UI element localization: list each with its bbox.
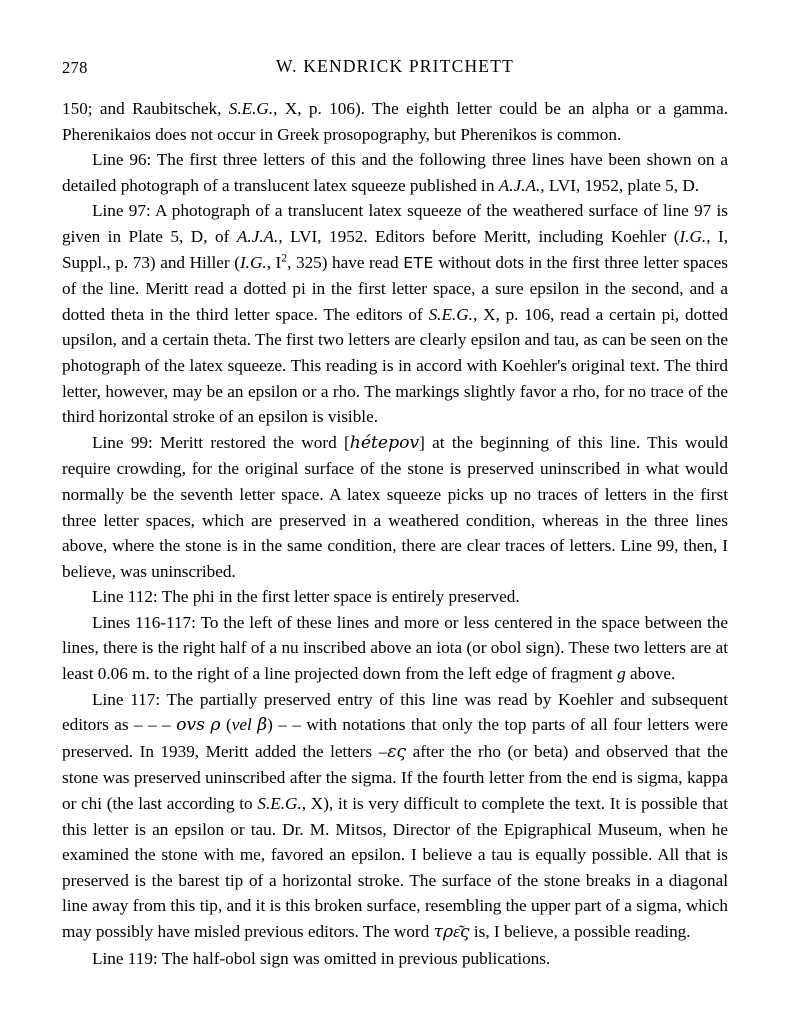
text-run: S.E.G. <box>257 794 302 814</box>
text-run: ρ <box>210 715 221 736</box>
page-header <box>62 52 728 86</box>
text-run: Line 96: The first three letters of this and the following three lines have been shown on a detailed photograph of a translucent latex squeeze published in <box>62 150 728 195</box>
paragraph <box>62 198 728 429</box>
text-run: , LVI, 1952, plate 5, D. <box>540 175 700 195</box>
text-run: τρε͂ς <box>433 922 470 942</box>
text-run: A.J.A. <box>236 226 279 246</box>
text-run: Line 112: The phi in the first letter space is entirely preserved. <box>92 587 520 607</box>
text-run: ETE <box>403 253 434 272</box>
text-run: 2 <box>281 250 288 264</box>
text-run: ες <box>387 741 407 762</box>
text-run: S.E.G. <box>428 304 473 324</box>
paragraph <box>62 96 728 147</box>
text-run: , 325) have read <box>287 252 404 272</box>
text-run: after the rho (or beta) and observed that the stone was preserved uninscribed after the sigma. If the fourth letter from the end is sigma, kappa or chi (the last according to <box>62 741 728 814</box>
text-run: ovs <box>176 715 205 736</box>
text-run: above. <box>625 664 676 684</box>
text-run: vel <box>231 715 252 735</box>
text-run: , I, Suppl., p. 73) and Hiller ( <box>62 226 729 272</box>
paragraph <box>62 584 728 610</box>
text-run: ] at the beginning of this line. This would require crowding, for the original surface of the stone is preserved uninscribed in what would normally be the seventh letter space. A latex squeeze picks up no traces of letters in the first three letter spaces, which are preserved in a weathered condition, whereas in the three lines above, where the stone is in the same condition, there are clear traces of letters. Line 99, then, I believe, was uninscribed. <box>62 432 728 581</box>
text-run: Line 99: Meritt restored the word [ <box>92 432 350 452</box>
text-run: A.J.A. <box>498 175 541 195</box>
text-run: S.E.G. <box>228 99 274 118</box>
text-run: g <box>617 664 626 684</box>
text-run: without dots in the first three letter spaces of the line. Meritt read a dotted pi in the first letter space, a sure epsilon in the second, and a dotted theta in the third letter space. The editors of <box>62 252 728 324</box>
text-run: Lines 116-117: To the left of these lines and more or less centered in the space between the lines, there is the right half of a nu inscribed above an iota (or obol sign). These two letters are at least 0.06 m. to the right of a line projected down from the left edge of fragment <box>62 612 728 684</box>
paragraph <box>62 430 728 585</box>
text-run: I.G. <box>679 226 707 246</box>
running-head: W. KENDRICK PRITCHETT <box>276 56 514 76</box>
text-run: Line 117: The partially preserved entry of this line was read by Koehler and subsequent editors as – – – <box>62 689 728 735</box>
text-run: hétepov <box>349 432 420 453</box>
page-body <box>62 96 728 971</box>
text-run: , LVI, 1952. Editors before Meritt, including Koehler ( <box>278 226 680 246</box>
paragraph <box>62 687 728 946</box>
text-run: β <box>257 715 268 736</box>
text-run: Line 119: The half-obol sign was omitted in previous publications. <box>92 948 551 968</box>
text-run: is, I believe, a possible reading. <box>469 922 691 941</box>
text-run: I.G. <box>239 252 267 272</box>
text-run: ( <box>220 715 232 735</box>
paragraph <box>62 147 728 198</box>
text-run: , I <box>266 252 282 272</box>
text-run: 150; and Raubitschek, <box>62 99 229 118</box>
text-run: Line 97: A photograph of a translucent latex squeeze of the weathered surface of line 97 is given in Plate 5, D, of <box>62 201 728 246</box>
text-run: , X), it is very difficult to complete the text. It is possible that this letter is an epsilon or tau. Dr. M. Mitsos, Director of the Epigraphical Museum, when he examined the stone with me, favored an epsilon. I believe a tau is equally possible. All that is preserved is the barest tip of a horizontal stroke. The surface of the stone breaks in a diagonal line away from this tip, and it is this broken surface, resembling the upper part of a sigma, which may possibly have misled previous editors. The word <box>62 794 728 941</box>
text-run: , X, p. 106). The eighth letter could be an alpha or a gamma. Pherenikaios does not occur in Greek prosopography, but Pherenikos is common. <box>62 99 728 144</box>
paragraph <box>62 946 728 972</box>
paragraph <box>62 610 728 687</box>
page-number: 278 <box>62 58 88 77</box>
text-run: , X, p. 106, read a certain pi, dotted upsilon, and a certain theta. The first two letters are clearly epsilon and tau, as can be seen on the photograph of the latex squeeze. This reading is in accord with Koehler's original text. The third letter, however, may be an epsilon or a rho. The markings slightly favor a rho, for no trace of the third horizontal stroke of an epsilon is visible. <box>62 304 728 427</box>
text-run: ) – – with notations that only the top parts of all four letters were preserved. In 1939, Meritt added the letters – <box>62 715 729 761</box>
